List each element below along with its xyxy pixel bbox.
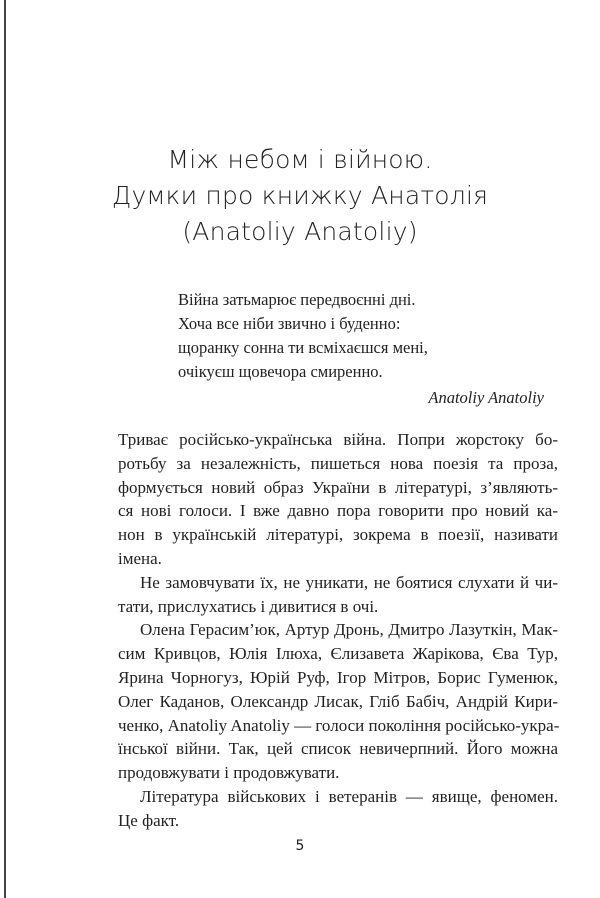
title-line: (Anatoliy Anatoliy) (182, 217, 418, 246)
title-line: Між небом і війною. (167, 145, 433, 174)
text-line: імена. (118, 548, 162, 568)
text-line: Триває російсько-українська війна. Попри жорстоку бо- (118, 430, 558, 449)
text-line: Не замовчувати їх, не уникати, не боятися слухати й чи- (140, 572, 558, 592)
text-line: Література військових і ветеранів — явище, феномен. (140, 786, 558, 806)
text-line: Олена Герасим’юк, Артур Дронь, Дмитро Лазуткін, Мак- (140, 620, 558, 640)
text-line: Ярина Чорногуз, Юрій Руф, Ігор Мітров, Борис Гуменюк, (118, 667, 558, 687)
text-line: їнської війни. Так, цей список невичерпний. Його можна (118, 739, 558, 759)
text-line: ченко, Anatoliy Anatoliy — голоси покоління російсько-укра- (118, 715, 560, 735)
paragraph (118, 571, 558, 619)
epigraph-line: Хоча все ніби звично і буденно: (178, 314, 401, 333)
title-line: Думки про книжку Анатолія (111, 181, 489, 210)
chapter-title (0, 142, 600, 250)
text-line: тати, прислухатись і дивитися в очі. (118, 596, 379, 616)
text-line: сим Кривцов, Юлія Ілюха, Єлизавета Жарікова, Єва Тур, (118, 644, 558, 664)
text-line: нон в українській літературі, зокрема в поезії, називати (118, 525, 558, 545)
text-line: ся нові голоси. І вже давно пора говорити про новий ка- (118, 501, 558, 521)
page-number: 5 (295, 838, 305, 854)
text-line: Це факт. (118, 810, 180, 830)
paragraph (118, 618, 558, 785)
paragraph (118, 428, 558, 571)
epigraph-line: щоранку сонна ти всміхаєшся мені, (178, 338, 428, 357)
epigraph-author: Anatoliy Anatoliy (428, 388, 544, 407)
page-edge-line (4, 0, 6, 898)
text-line: продовжувати і продовжувати. (118, 763, 340, 783)
text-line: формується новий образ України в літературі, з’являють- (118, 477, 558, 497)
body-text (118, 428, 558, 833)
paragraph (118, 785, 558, 833)
epigraph-line: Війна затьмарює передвоєнні дні. (178, 290, 416, 309)
text-line: ротьбу за незалежність, пишеться нова поезія та проза, (118, 453, 558, 473)
epigraph-line: очікуєш щовечора смиренно. (178, 362, 383, 381)
text-line: Олег Каданов, Олександр Лисак, Гліб Бабіч, Андрій Кири- (118, 691, 558, 711)
epigraph (178, 288, 544, 410)
